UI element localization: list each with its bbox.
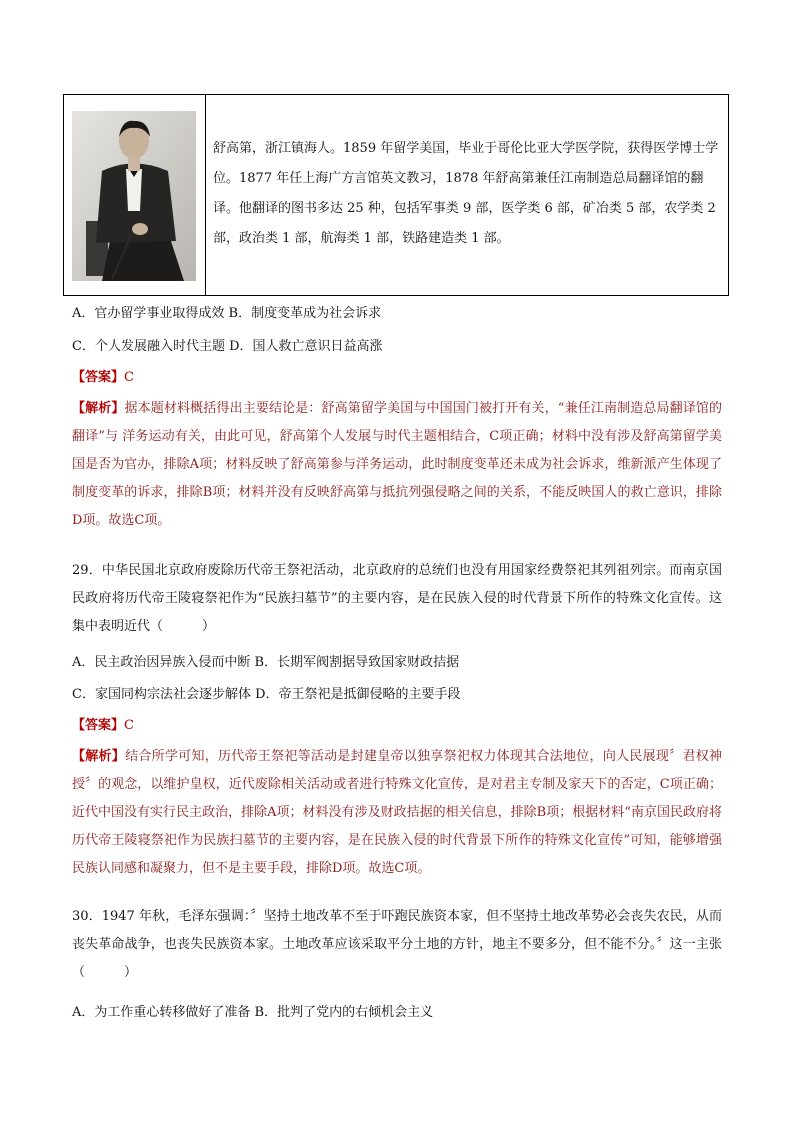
q29-stem: 29．中华民国北京政府废除历代帝王祭祀活动，北京政府的总统们也没有用国家经费祭祀其列祖列宗。而南京国民政府将历代帝王陵寝祭祀作为“民族扫墓节”的主要内容，是在民族入侵的时代背景下所作的特殊文化宣传。这集中表明近代（ ） [72, 563, 722, 634]
q30-options-ab: A．为工作重心转移做好了准备 B．批判了党内的右倾机会主义 [72, 1005, 434, 1020]
biography-table [63, 94, 729, 296]
analysis-label: 【解析】 [72, 401, 125, 416]
answer-value: C [124, 718, 134, 733]
q28-options-ab: A．官办留学事业取得成效 B．制度变革成为社会诉求 [72, 306, 382, 321]
q29-answer [72, 717, 134, 735]
q30-stem: 30．1947 年秋，毛泽东强调：〞坚持土地改革不至于吓跑民族资本家，但不坚持土地改革势必会丧失农民，从而丧失革命战争，也丧失民族资本家。土地改革应该采取平分土地的方针，地主不要多分，但不能不分。〞这一主张（ ） [72, 909, 722, 980]
analysis-text: 结合所学可知，历代帝王祭祀等活动是封建皇帝以独享祭祀权力体现其合法地位，向人民展现〞君权神授〞的观念，以维护皇权，近代废除相关活动或者进行特殊文化宣传，是对君主专制及家天下的否定，C项正确；近代中国没有实行民主政治，排除A项；材料没有涉及财政拮据的相关信息，排除B项；根据材料“南京国民政府将历代帝王陵寝祭祀作为民族扫墓节的主要内容，是在民族入侵的时代背景下所作的特殊文化宣传”可知，能够增强民族认同感和凝聚力，但不是主要手段，排除D项。故选C项。 [72, 749, 722, 876]
biography-text: 舒高第，浙江镇海人。1859 年留学美国，毕业于哥伦比亚大学医学院，获得医学博士学位。1877 年任上海广方言馆英文教习，1878 年舒高第兼任江南制造总局翻译馆的翻译。他翻译的图书多达 25 种，包括军事类 9 部，医学类 6 部，矿冶类 5 部，农学类 2 部，政治类 1 部，航海类 1 部，铁路建造类 1 部。 [213, 141, 719, 246]
q28-options-cd: C．个人发展融入时代主题 D．国人救亡意识日益高涨 [72, 339, 383, 354]
photo-cell [64, 95, 206, 295]
q28-answer [72, 369, 134, 387]
q28-analysis [72, 395, 722, 535]
answer-label: 【答案】 [72, 370, 125, 385]
analysis-label: 【解析】 [72, 749, 126, 764]
analysis-text: 据本题材料概括得出主要结论是：舒高第留学美国与中国国门被打开有关，“兼任江南制造总局翻译馆的翻译”与 洋务运动有关，由此可见，舒高第个人发展与时代主题相结合，C项正确；材料中没有涉及舒高第留学美国是否为官办，排除A项；材料反映了舒高第参与洋务运动，此时制度变革还未成为社会诉求，维新派产生体现了制度变革的诉求，排除B项；材料并没有反映舒高第与抵抗列强侵略之间的关系，不能反映国人的救亡意识，排除D项。故选C项。 [72, 401, 722, 528]
portrait-photo [72, 111, 196, 281]
answer-label: 【答案】 [72, 718, 125, 733]
q29-options-cd: C．家国同构宗法社会逐步解体 D．帝王祭祀是抵御侵略的主要手段 [72, 687, 461, 702]
q29-options-ab: A．民主政治因异族入侵而中断 B．长期军阀割据导致国家财政拮据 [72, 655, 460, 670]
answer-value: C [124, 370, 134, 385]
q29-analysis [72, 743, 722, 883]
